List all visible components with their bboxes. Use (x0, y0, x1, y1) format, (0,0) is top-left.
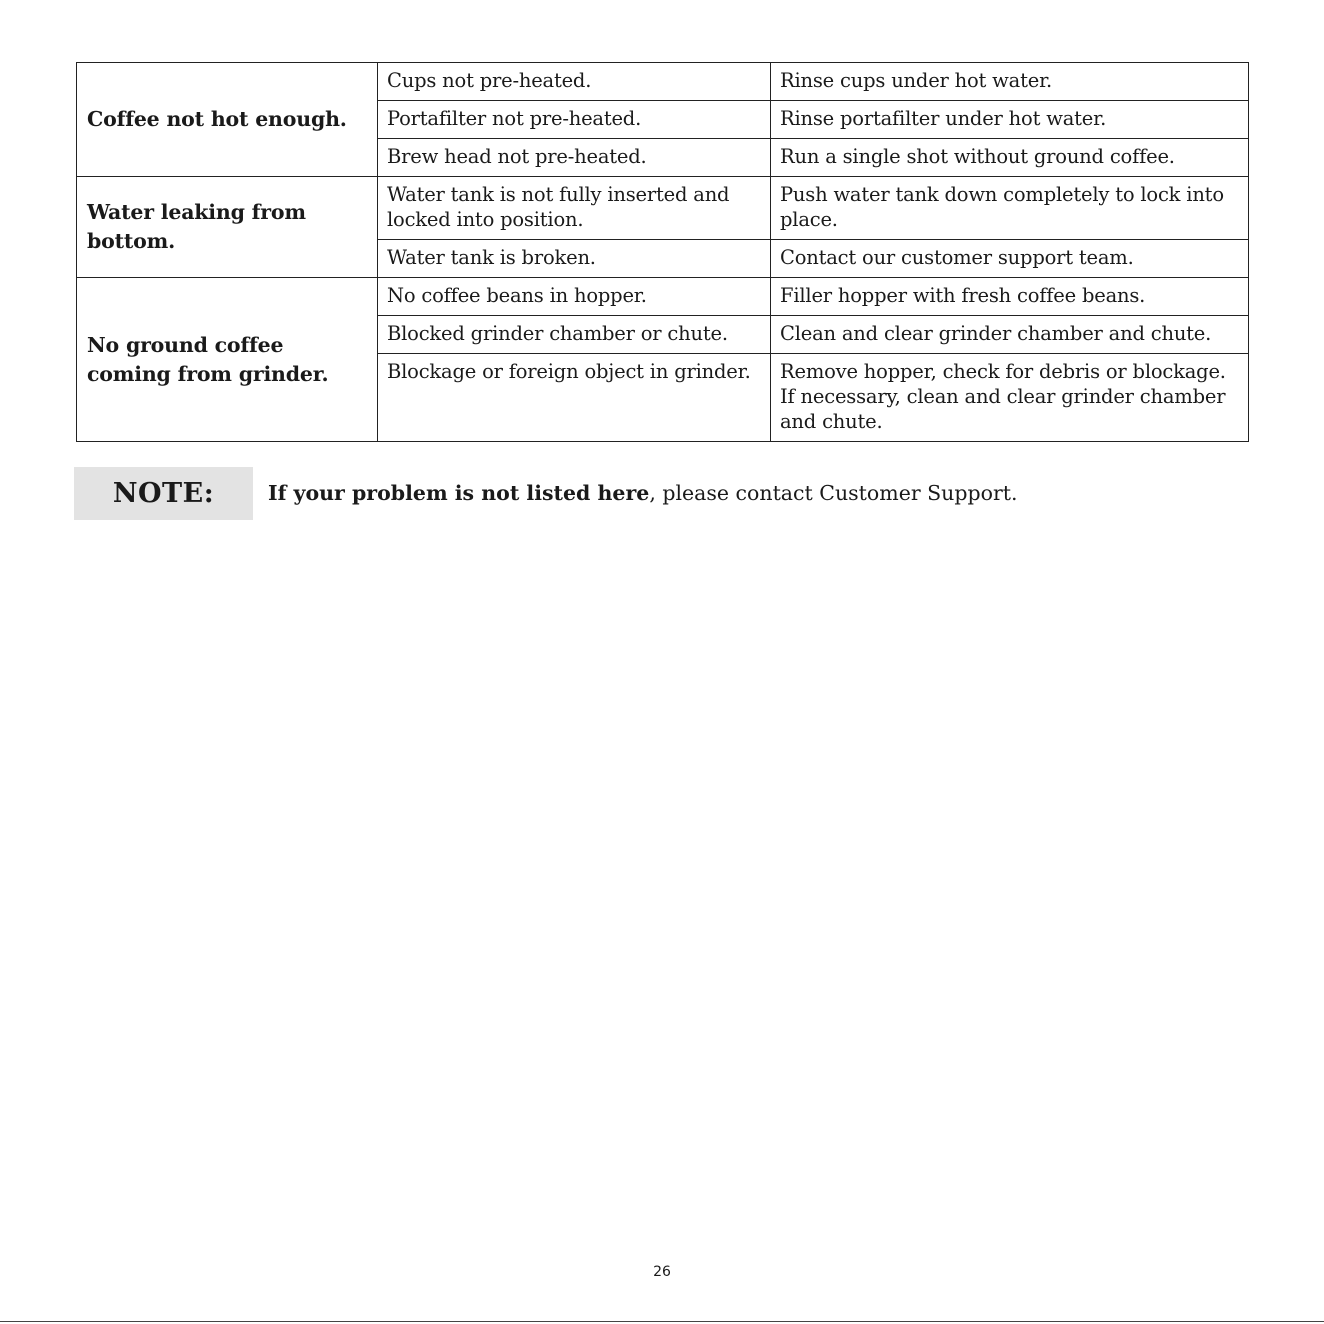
solution-cell: Push water tank down completely to lock into place. (771, 177, 1249, 240)
note-label: NOTE: (74, 467, 253, 520)
cause-cell: No coffee beans in hopper. (378, 278, 771, 316)
note-text (268, 479, 1018, 508)
cause-cell: Portafilter not pre-heated. (378, 101, 771, 139)
problem-cell: Coffee not hot enough. (77, 63, 378, 177)
table-row (77, 278, 1249, 316)
cause-cell: Blocked grinder chamber or chute. (378, 316, 771, 354)
problem-cell: Water leaking from bottom. (77, 177, 378, 278)
solution-cell: Contact our customer support team. (771, 240, 1249, 278)
troubleshooting-table (76, 62, 1249, 442)
cause-cell: Water tank is not fully inserted and locked into position. (378, 177, 771, 240)
note-rest: , please contact Customer Support. (649, 481, 1018, 505)
page-bottom-rule (0, 1321, 1324, 1322)
solution-cell: Run a single shot without ground coffee. (771, 139, 1249, 177)
solution-cell: Clean and clear grinder chamber and chute. (771, 316, 1249, 354)
solution-cell: Remove hopper, check for debris or blockage. If necessary, clean and clear grinder chamber and chute. (771, 354, 1249, 442)
cause-cell: Water tank is broken. (378, 240, 771, 278)
table-row (77, 177, 1249, 240)
table-row (77, 63, 1249, 101)
problem-cell: No ground coffee coming from grinder. (77, 278, 378, 442)
cause-cell: Blockage or foreign object in grinder. (378, 354, 771, 442)
note-emphasis: If your problem is not listed here (268, 481, 650, 505)
solution-cell: Filler hopper with fresh coffee beans. (771, 278, 1249, 316)
page-number: 26 (653, 1264, 671, 1280)
solution-cell: Rinse portafilter under hot water. (771, 101, 1249, 139)
cause-cell: Cups not pre-heated. (378, 63, 771, 101)
cause-cell: Brew head not pre-heated. (378, 139, 771, 177)
solution-cell: Rinse cups under hot water. (771, 63, 1249, 101)
